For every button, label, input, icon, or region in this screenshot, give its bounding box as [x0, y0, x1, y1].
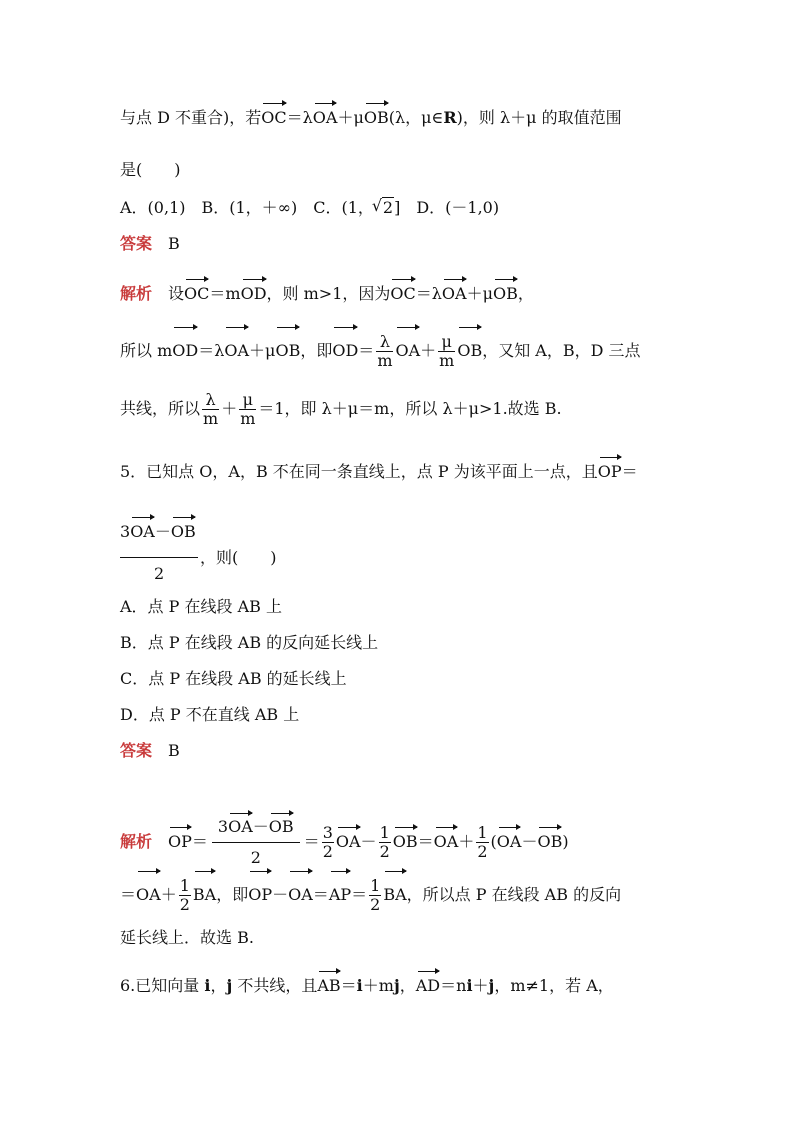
text: A．(0,1) B．(1，＋∞) C．(1， — [120, 198, 374, 217]
coefficient: 3 — [120, 522, 131, 541]
denominator: 2 — [477, 842, 488, 861]
text: － — [272, 885, 289, 904]
vector-i: i — [356, 976, 363, 995]
numerator: λ — [376, 333, 393, 352]
text: ，m≠1，若 A， — [494, 976, 614, 995]
text: ＝λ — [198, 341, 225, 360]
q5-answer — [120, 741, 180, 761]
vector-ob: OB — [492, 284, 518, 303]
vector-oc: OC — [184, 284, 210, 303]
denominator: 2 — [379, 842, 390, 861]
vector-ob: OB — [275, 332, 300, 370]
vector-oa: OA — [288, 876, 313, 914]
answer-label: 答案 — [120, 234, 153, 253]
q5-tail: ，则( ) — [200, 548, 277, 567]
text: ＝ — [191, 832, 208, 851]
answer-label: 答案 — [120, 741, 153, 760]
answer-value: B — [168, 741, 180, 760]
numerator: λ — [202, 391, 219, 410]
vector-ad: AD — [415, 976, 441, 995]
text: ＋μ — [249, 341, 276, 360]
vector-ob: OB — [268, 817, 294, 836]
vector-op: OP — [168, 832, 192, 851]
fraction-3-2 — [322, 824, 334, 861]
vector-od: OD — [240, 284, 267, 303]
denominator: m — [377, 351, 393, 370]
text: ) — [562, 832, 569, 851]
text: ，即 — [300, 341, 333, 360]
q4-stem-line1 — [120, 108, 622, 128]
vector-ba: BA — [193, 876, 216, 914]
q5-option-c: C．点 P 在线段 AB 的延长线上 — [120, 669, 347, 688]
vector-ob: OB — [170, 522, 196, 541]
text: 与点 D 不重合)，若 — [120, 108, 262, 127]
text: － — [360, 832, 377, 851]
vector-i: i — [466, 976, 473, 995]
q5-fraction-denominator: 2 — [154, 564, 165, 583]
vector-op: OP — [597, 462, 622, 481]
q5-option-d: D．点 P 不在直线 AB 上 — [120, 705, 300, 724]
vector-oa: OA — [224, 332, 249, 370]
vector-j: j — [226, 976, 233, 995]
denominator: 2 — [322, 842, 333, 861]
fraction-1-2 — [369, 877, 381, 914]
vector-oc: OC — [390, 284, 416, 303]
text: ＝ — [303, 832, 320, 851]
q4-stem-line2: 是( ) — [120, 160, 181, 179]
vector-oa: OA — [136, 876, 161, 914]
text: － — [252, 817, 269, 836]
vector-ap: AP — [329, 876, 351, 914]
text: 设 — [168, 284, 185, 303]
denominator: m — [203, 409, 219, 428]
text: ＝ — [351, 885, 368, 904]
vector-oa: OA — [395, 332, 420, 370]
numerator: 1 — [477, 823, 488, 842]
text: ＝ — [120, 885, 137, 904]
vector-ob: OB — [537, 832, 563, 851]
fraction-1-2 — [379, 824, 391, 861]
text: (λ，μ∈ — [388, 108, 444, 127]
text: ＝m — [209, 284, 241, 303]
vector-ab: AB — [317, 976, 341, 995]
vector-op: OP — [248, 876, 272, 914]
text: ＝ — [417, 832, 434, 851]
numerator: 1 — [179, 876, 190, 895]
text: ＝ — [312, 885, 329, 904]
text: ＝ — [621, 462, 638, 481]
explain-label: 解析 — [120, 832, 153, 851]
vector-i: i — [204, 976, 211, 995]
fraction-mu-m — [438, 333, 455, 370]
vector-ob: OB — [363, 108, 389, 127]
answer-value: B — [168, 234, 180, 253]
sqrt — [374, 198, 394, 218]
vector-od: OD — [172, 332, 198, 370]
text: ＋ — [472, 976, 489, 995]
numerator: μ — [438, 333, 455, 352]
vector-oa: OA — [433, 832, 459, 851]
text: ＝n — [440, 976, 467, 995]
denominator: m — [240, 409, 256, 428]
vector-ob: OB — [392, 832, 418, 851]
vector-oa: OA — [496, 832, 522, 851]
text: ＋ — [420, 341, 437, 360]
vector-oa: OA — [130, 522, 155, 541]
q4-options — [120, 198, 499, 218]
fraction-1-2 — [476, 824, 488, 861]
text: ， — [517, 284, 534, 303]
text: ＋μ — [466, 284, 493, 303]
denominator: 2 — [370, 895, 381, 914]
denominator: 2 — [179, 895, 190, 914]
vector-od: OD — [332, 332, 358, 370]
text: ＝ — [340, 976, 357, 995]
text: － — [154, 522, 171, 541]
text: ＋μ — [337, 108, 364, 127]
text: 5．已知点 O，A，B 不在同一条直线上，点 P 为该平面上一点，且 — [120, 462, 598, 481]
vector-oc: OC — [261, 108, 287, 127]
vector-oa: OA — [441, 284, 467, 303]
explain-label: 解析 — [120, 284, 153, 303]
q5-explain-line3: 延长线上．故选 B. — [120, 928, 254, 947]
fraction-big — [212, 818, 300, 867]
text: ＝λ — [286, 108, 313, 127]
vector-ba: BA — [383, 876, 406, 914]
q5-explain-line2 — [120, 876, 621, 914]
numerator: 1 — [379, 823, 390, 842]
fraction-lambda-m — [202, 391, 219, 428]
denominator: m — [439, 351, 455, 370]
text: ， — [399, 976, 416, 995]
text: ( — [490, 832, 497, 851]
text: 6.已知向量 — [120, 976, 205, 995]
text: － — [521, 832, 538, 851]
text: ＋ — [458, 832, 475, 851]
text: 不共线，且 — [232, 976, 318, 995]
numerator: μ — [239, 391, 256, 410]
vector-oa: OA — [312, 108, 338, 127]
text: ＝ — [358, 341, 375, 360]
q5-fraction-numerator — [120, 522, 196, 542]
text: ] D．(－1,0) — [394, 198, 500, 217]
denominator: 2 — [250, 848, 261, 867]
text: ＋m — [362, 976, 394, 995]
q5-stem — [120, 462, 638, 482]
fraction-lambda-m — [376, 333, 393, 370]
text: ＋ — [221, 399, 238, 418]
vector-j: j — [393, 976, 400, 995]
fraction-bar — [120, 557, 198, 558]
vector-j: j — [488, 976, 495, 995]
text: ， — [210, 976, 227, 995]
q4-explain-line1 — [120, 284, 534, 304]
text: ＝1，即 λ＋μ＝m，所以 λ＋μ>1.故选 B. — [258, 399, 562, 418]
q5-explain-line1 — [120, 818, 569, 867]
coefficient: 3 — [217, 817, 229, 836]
text: ，即 — [216, 885, 249, 904]
q4-answer — [120, 234, 180, 254]
q5-option-a: A．点 P 在线段 AB 上 — [120, 597, 282, 616]
vector-ob: OB — [457, 332, 482, 370]
q4-explain-line2 — [120, 332, 641, 370]
text: 所以 m — [120, 341, 173, 360]
text: ，所以点 P 在线段 AB 的反向 — [406, 885, 622, 904]
text: ＝λ — [415, 284, 442, 303]
vector-oa: OA — [228, 817, 253, 836]
q5-option-b: B．点 P 在线段 AB 的反向延长线上 — [120, 633, 379, 652]
text: 共线，所以 — [120, 399, 201, 418]
vector-oa: OA — [335, 832, 361, 851]
real-set: R — [443, 108, 457, 127]
numerator: 1 — [370, 876, 381, 895]
text: ＋ — [160, 885, 177, 904]
numerator: 3 — [322, 823, 333, 842]
fraction-1-2 — [179, 877, 191, 914]
fraction-mu-m — [239, 391, 256, 428]
text: ，又知 A，B，D 三点 — [482, 341, 641, 360]
sqrt-value: 2 — [382, 198, 394, 217]
numerator — [212, 818, 300, 843]
text: ，则 m>1，因为 — [266, 284, 391, 303]
q4-explain-line3 — [120, 390, 562, 428]
q6-stem — [120, 976, 614, 996]
text: )，则 λ＋μ 的取值范围 — [456, 108, 622, 127]
